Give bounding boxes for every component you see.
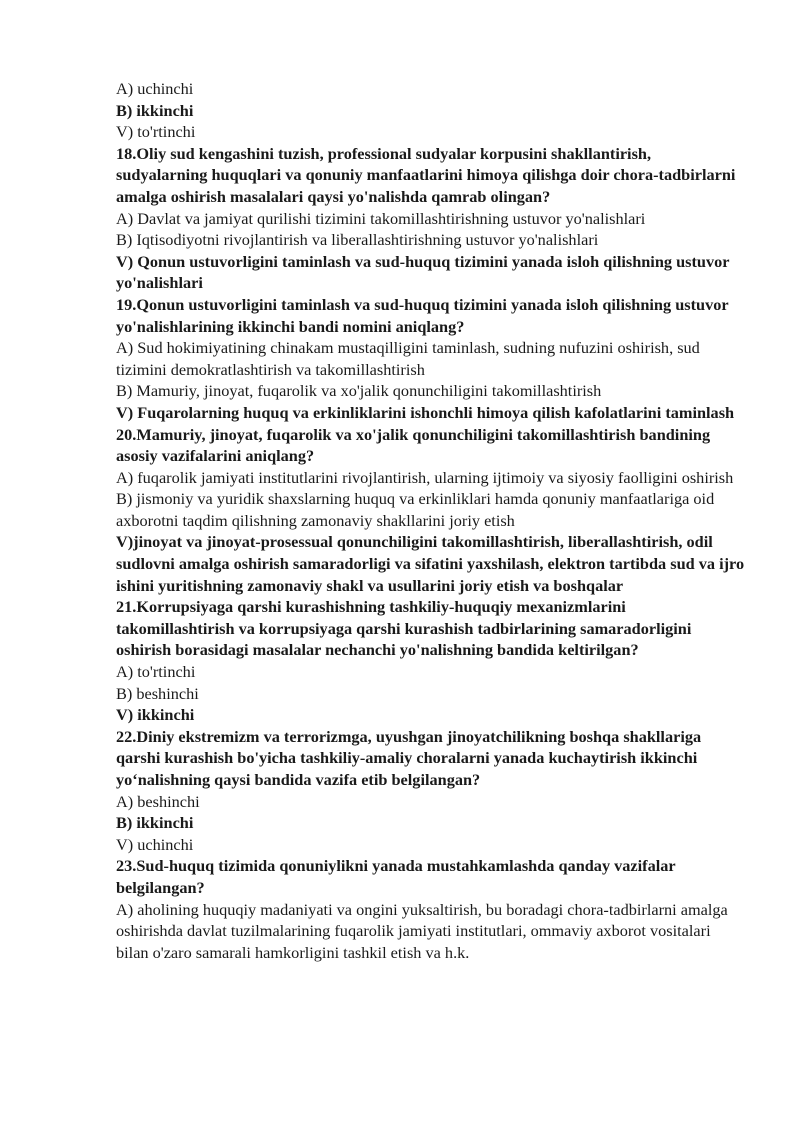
- answer-option: A) to'rtinchi: [116, 662, 196, 682]
- answer-option: B) Iqtisodiyotni rivojlantirish va liberallashtirishning ustuvor yo'nalishlari: [116, 230, 599, 250]
- question-23: 23.Sud-huquq tizimida qonuniylikni yanada mustahkamlashda qanday vazifalar belgilangan?: [116, 856, 676, 897]
- answer-option: V) uchinchi: [116, 834, 194, 854]
- answer-option: A) Sud hokimiyatining chinakam mustaqilligini taminlash, sudning nufuzini oshirish, sud tizimini demokratlashtirish va takomillashtirish: [116, 338, 700, 379]
- question-22: 22.Diniy ekstremizm va terrorizmga, uyushgan jinoyatchilikning boshqa shakllariga qarshi kurashish bo'yicha tashkiliy-amaliy choralarni yanada kuchaytirish ikkinchi yoʻnalishning qaysi bandida vazifa etib belgilangan?: [116, 726, 702, 789]
- answer-option: B) Mamuriy, jinoyat, fuqarolik va xo'jalik qonunchiligini takomillashtirish: [116, 381, 602, 401]
- answer-option-correct: V)jinoyat va jinoyat-prosessual qonunchiligini takomillashtirish, liberallashtirish, odil sudlovni amalga oshirish samaradorligi va sifatini yaxshilash, elektron tartibda sud va ijro ishini yuritishning zamonaviy shakl va usullarini joriy etish va boshqalar: [116, 532, 745, 595]
- question-21: 21.Korrupsiyaga qarshi kurashishning tashkiliy-huquqiy mexanizmlarini takomillashtirish va korrupsiyaga qarshi kurashish tadbirlarining samaradorligini oshirish borasidagi masalalar nechanchi yo'nalishning bandida keltirilgan?: [116, 597, 692, 660]
- answer-option-correct: B) ikkinchi: [116, 813, 194, 833]
- answer-option: B) beshinchi: [116, 683, 199, 703]
- question-19: 19.Qonun ustuvorligini taminlash va sud-huquq tizimini yanada isloh qilishning ustuvor yo'nalishlarining ikkinchi bandi nomini aniqlang?: [116, 294, 729, 336]
- answer-option: B) jismoniy va yuridik shaxslarning huquq va erkinliklari hamda qonuniy manfaatlariga oid axborotni taqdim qilishning zamonaviy shakllarini joriy etish: [116, 489, 715, 530]
- answer-option-correct: V) ikkinchi: [116, 705, 195, 725]
- question-18: 18.Oliy sud kengashini tuzish, professional sudyalar korpusini shakllantirish, sudyalarning huquqlari va qonuniy manfaatlarini himoya qilishga doir chora-tadbirlarni amalga oshirish masalalari qaysi yo'nalishda qamrab olingan?: [116, 143, 736, 206]
- answer-option: A) aholining huquqiy madaniyati va ongini yuksaltirish, bu boradagi chora-tadbirlarni amalga oshirishda davlat tuzilmalarining fuqarolik jamiyati institutlari, ommaviy axborot vositalari bilan o'zaro samarali hamkorligini tashkil etish va h.k.: [116, 899, 728, 962]
- document-page: [116, 78, 746, 963]
- answer-option-correct: B) ikkinchi: [116, 100, 194, 120]
- answer-option-correct: V) Qonun ustuvorligini taminlash va sud-huquq tizimini yanada isloh qilishning ustuvor yo'nalishlari: [116, 251, 730, 293]
- answer-option: A) beshinchi: [116, 791, 200, 811]
- answer-option-correct: V) Fuqarolarning huquq va erkinliklarini ishonchli himoya qilish kafolatlarini taminlash: [116, 402, 735, 422]
- answer-option: A) fuqarolik jamiyati institutlarini rivojlantirish, ularning ijtimoiy va siyosiy faolligini oshirish: [116, 467, 734, 487]
- answer-option: A) uchinchi: [116, 79, 194, 98]
- answer-option: V) to'rtinchi: [116, 122, 196, 142]
- answer-option: A) Davlat va jamiyat qurilishi tizimini takomillashtirishning ustuvor yo'nalishlari: [116, 208, 646, 228]
- question-20: 20.Mamuriy, jinoyat, fuqarolik va xo'jalik qonunchiligini takomillashtirish bandining asosiy vazifalarini aniqlang?: [116, 424, 711, 466]
